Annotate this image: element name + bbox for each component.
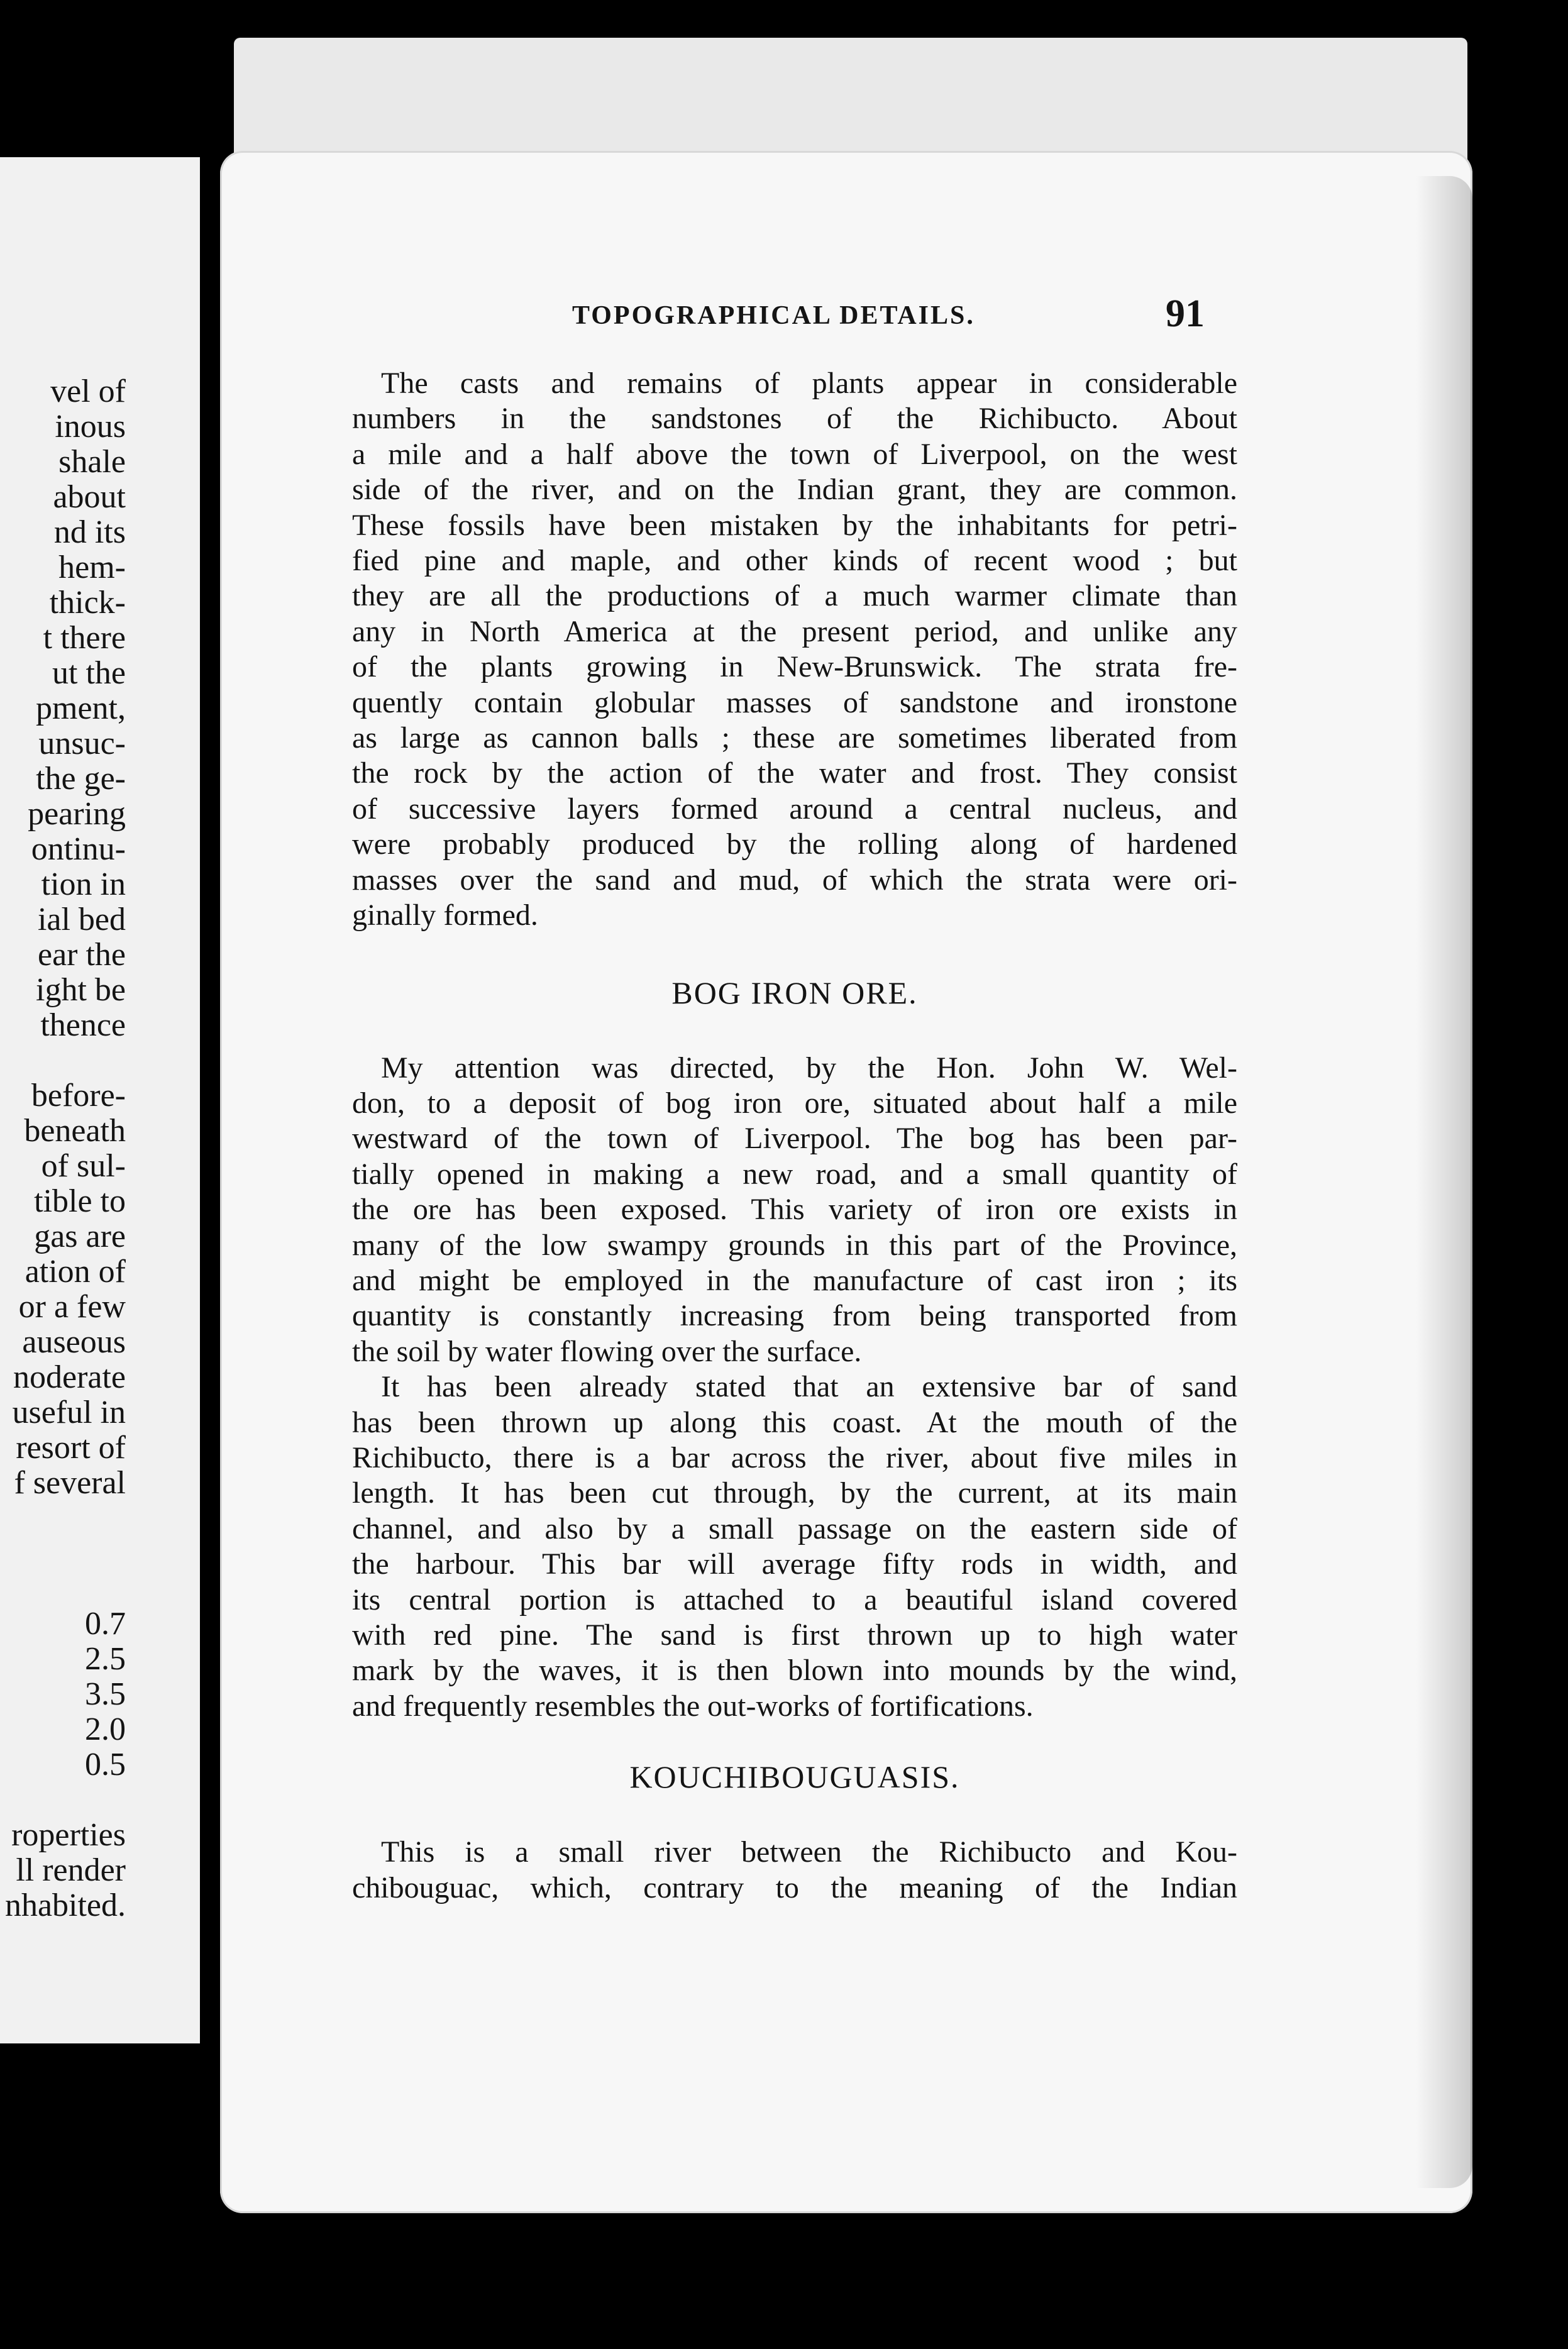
text-line: This is a small river between the Richibucto and Kou- — [381, 1835, 1237, 1869]
facing-page-line: nd its — [53, 514, 126, 550]
facing-page-line: tible to — [34, 1183, 126, 1219]
facing-page-line — [5, 1536, 126, 1571]
text-line: westward of the town of Liverpool. The bog has been par- — [352, 1122, 1237, 1156]
text-line: masses over the sand and mud, of which the strata were ori- — [352, 863, 1237, 897]
text-line: chibouguac, which, contrary to the meaning of the Indian — [352, 1871, 1237, 1904]
facing-page-line: before- — [31, 1078, 126, 1114]
facing-page-line: gas are — [34, 1219, 126, 1254]
facing-page-line: 2.0 — [85, 1711, 126, 1747]
facing-page-line: tion in — [41, 866, 126, 902]
text-line: numbers in the sandstones of the Richibucto. About — [352, 402, 1237, 436]
facing-page-line: inous — [55, 409, 126, 445]
text-line: has been thrown up along this coast. At the mouth of the — [352, 1405, 1237, 1439]
facing-page-line — [5, 1782, 126, 1818]
section-heading-kouchibouguasis: KOUCHIBOUGUASIS. — [629, 1759, 960, 1795]
text-line: side of the river, and on the Indian grant, they are common. — [352, 473, 1237, 507]
facing-page-line: t there — [43, 620, 126, 656]
paragraph-kouchibouguasis — [352, 1835, 1237, 1906]
facing-page-line — [5, 1043, 126, 1078]
facing-page-line: ontinu- — [31, 831, 126, 867]
text-line: quently contain globular masses of sandstone and ironstone — [352, 685, 1237, 719]
facing-page-line: noderate — [13, 1359, 126, 1395]
text-line: were probably produced by the rolling along of hardened — [352, 827, 1237, 861]
facing-page-line: pearing — [28, 796, 126, 832]
facing-page-line: 0.7 — [85, 1606, 126, 1642]
section-heading-bog-iron-ore: BOG IRON ORE. — [671, 975, 918, 1010]
facing-page-line: resort of — [16, 1430, 126, 1466]
facing-page-line: the ge- — [36, 761, 126, 797]
text-line: mark by the waves, it is then blown into mounds by the wind, — [352, 1654, 1237, 1688]
text-line: tially opened in making a new road, and a small quantity of — [352, 1157, 1237, 1191]
facing-page-line: ut the — [52, 655, 126, 691]
paragraph-bog-iron-ore — [352, 1051, 1237, 1370]
facing-page-line: vel of — [50, 373, 126, 409]
facing-page-line: about — [53, 479, 126, 515]
text-line: don, to a deposit of bog iron ore, situated about half a mile — [352, 1086, 1237, 1120]
text-line: of successive layers formed around a central nucleus, and — [352, 792, 1237, 826]
facing-page-line — [5, 1501, 126, 1536]
paragraph-sand-bar — [352, 1369, 1237, 1724]
facing-page-line: roperties — [11, 1817, 126, 1853]
text-line: the harbour. This bar will average fifty rods in width, and — [352, 1547, 1237, 1581]
text-line: and frequently resembles the out-works of fortifications. — [352, 1689, 1034, 1723]
facing-page-line: useful in — [12, 1395, 126, 1430]
text-line: ginally formed. — [352, 898, 538, 932]
text-line: the soil by water flowing over the surface. — [352, 1334, 862, 1368]
text-line: any in North America at the present period, and unlike any — [352, 614, 1237, 648]
facing-page-line: nhabited. — [4, 1887, 126, 1923]
facing-page-line: f several — [14, 1465, 126, 1501]
text-line: as large as cannon balls ; these are sometimes liberated from — [352, 721, 1237, 755]
text-line: many of the low swampy grounds in this part of the Province, — [352, 1228, 1237, 1262]
text-line: its central portion is attached to a beautiful island covered — [352, 1583, 1237, 1617]
facing-page-line: ation of — [25, 1254, 126, 1290]
text-line: Richibucto, there is a bar across the river, about five miles in — [352, 1440, 1237, 1474]
facing-page-line: thick- — [49, 585, 126, 621]
facing-page-line: beneath — [24, 1113, 126, 1149]
text-line: of the plants growing in New-Brunswick. The strata fre- — [352, 650, 1237, 684]
text-line: channel, and also by a small passage on the eastern side of — [352, 1512, 1237, 1545]
text-line: quantity is constantly increasing from being transported from — [352, 1299, 1237, 1333]
facing-page-line: shale — [58, 444, 126, 480]
facing-page-line: ll render — [16, 1852, 126, 1888]
text-line: they are all the productions of a much warmer climate than — [352, 579, 1237, 613]
facing-page-line: 0.5 — [85, 1747, 126, 1782]
text-line: the rock by the action of the water and frost. They consist — [352, 756, 1237, 790]
facing-page-text — [5, 374, 126, 1923]
text-line: fied pine and maple, and other kinds of recent wood ; but — [352, 544, 1237, 578]
facing-page-line: of sul- — [41, 1148, 126, 1184]
text-line: The casts and remains of plants appear in considerable — [381, 367, 1237, 400]
text-line: These fossils have been mistaken by the inhabitants for petri- — [352, 508, 1237, 542]
text-line: the ore has been exposed. This variety of iron ore exists in — [352, 1193, 1237, 1227]
facing-page-line: or a few — [18, 1289, 126, 1325]
facing-page-line: ight be — [36, 972, 126, 1008]
facing-page-left — [0, 157, 200, 2043]
paragraph-plant-fossils — [352, 366, 1237, 934]
page-header — [572, 292, 1220, 345]
text-line: My attention was directed, by the Hon. John W. Wel- — [381, 1051, 1237, 1085]
facing-page-line: 3.5 — [85, 1676, 126, 1712]
facing-page-line: ial bed — [37, 902, 126, 937]
text-line: and might be employed in the manufacture of cast iron ; its — [352, 1263, 1237, 1297]
facing-page-line: auseous — [22, 1324, 126, 1360]
facing-page-line: 2.5 — [85, 1641, 126, 1677]
body-text — [352, 366, 1237, 1906]
facing-page-line: unsuc- — [38, 726, 126, 761]
facing-page-line: ear the — [37, 937, 126, 973]
facing-page-line — [5, 1571, 126, 1606]
page-number: 91 — [1166, 292, 1205, 335]
text-line: It has been already stated that an extensive bar of sand — [381, 1370, 1237, 1404]
text-line: a mile and a half above the town of Liverpool, on the west — [352, 437, 1237, 471]
facing-page-line: thence — [40, 1007, 126, 1043]
text-line: length. It has been cut through, by the current, at its main — [352, 1476, 1237, 1510]
facing-page-line: pment, — [36, 690, 126, 726]
running-head: TOPOGRAPHICAL DETAILS. — [572, 301, 975, 330]
text-line: with red pine. The sand is first thrown up to high water — [352, 1618, 1237, 1652]
facing-page-line: hem- — [58, 550, 126, 585]
